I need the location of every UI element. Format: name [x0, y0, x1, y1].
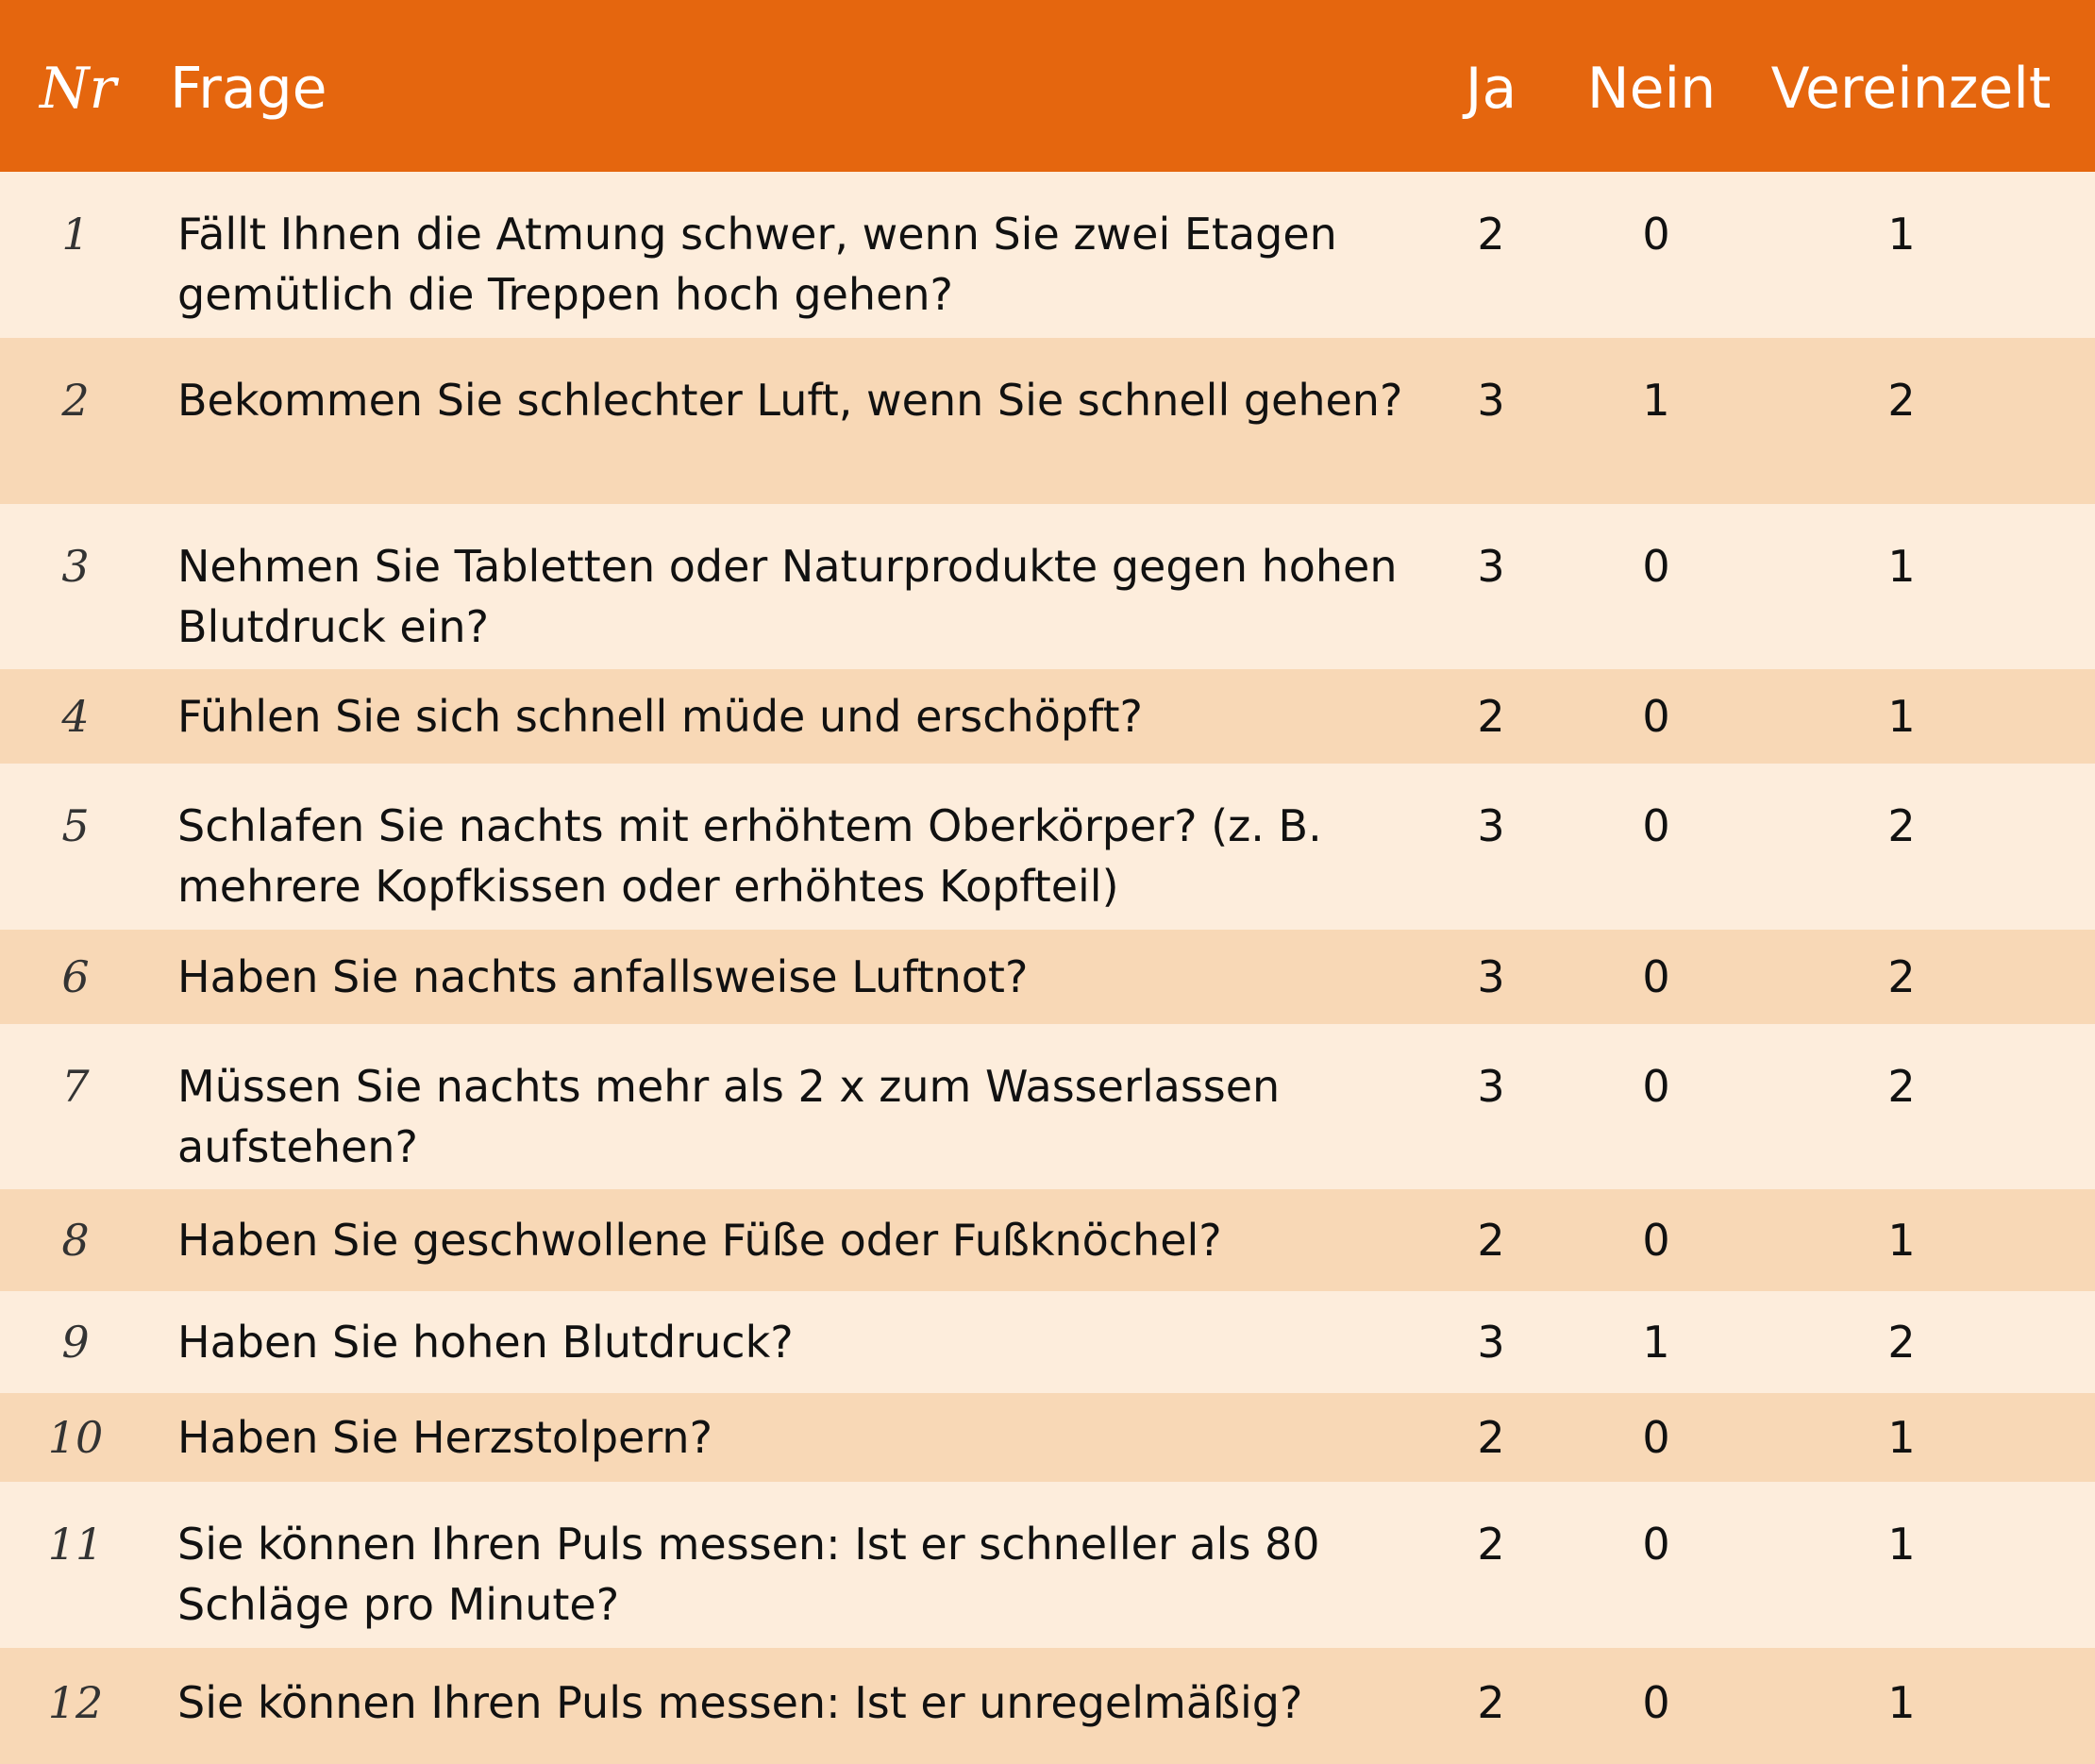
table-row: [0, 1291, 2095, 1393]
row-ja: 2: [1477, 1215, 1505, 1266]
row-frage: Haben Sie nachts anfallsweise Luftnot?: [177, 951, 1029, 1002]
row-vereinzelt: 1: [1887, 209, 1916, 260]
row-ja: 2: [1477, 1677, 1505, 1728]
row-nr: 6: [61, 951, 90, 1002]
header-vereinzelt: Vereinzelt: [1770, 56, 2052, 122]
row-ja: 3: [1477, 951, 1505, 1002]
row-nr: 8: [61, 1215, 90, 1266]
row-frage: Bekommen Sie schlechter Luft, wenn Sie schnell gehen?: [177, 375, 1403, 426]
row-ja: 3: [1477, 541, 1505, 592]
row-vereinzelt: 1: [1887, 1412, 1916, 1463]
row-vereinzelt: 2: [1887, 951, 1916, 1002]
row-nein: 0: [1642, 1677, 1670, 1728]
header-nein: Nein: [1586, 56, 1717, 122]
row-ja: 2: [1477, 1412, 1505, 1463]
row-ja: 2: [1477, 209, 1505, 260]
table-row: [0, 930, 2095, 1024]
row-frage: Nehmen Sie Tabletten oder Naturprodukte gegen hohen Blutdruck ein?: [177, 541, 1398, 652]
row-ja: 3: [1477, 800, 1505, 851]
row-ja: 2: [1477, 1519, 1505, 1570]
row-nein: 0: [1642, 1412, 1670, 1463]
row-nein: 0: [1642, 691, 1670, 742]
table-row: [0, 338, 2095, 504]
row-vereinzelt: 1: [1887, 541, 1916, 592]
row-nr: 9: [61, 1317, 90, 1368]
row-nein: 1: [1642, 1317, 1670, 1368]
row-nein: 0: [1642, 1215, 1670, 1266]
table-row: [0, 172, 2095, 338]
row-frage: Haben Sie Herzstolpern?: [177, 1412, 713, 1463]
row-frage: Haben Sie hohen Blutdruck?: [177, 1317, 794, 1368]
row-nr: 4: [61, 691, 90, 742]
row-vereinzelt: 2: [1887, 1317, 1916, 1368]
row-nein: 0: [1642, 951, 1670, 1002]
row-nein: 0: [1642, 1061, 1670, 1112]
row-ja: 3: [1477, 375, 1505, 426]
table-header: [0, 0, 2095, 172]
row-nr: 10: [47, 1412, 104, 1463]
row-vereinzelt: 2: [1887, 1061, 1916, 1112]
row-nr: 5: [61, 800, 90, 851]
row-nr: 7: [61, 1061, 90, 1112]
row-nein: 1: [1642, 375, 1670, 426]
row-nein: 0: [1642, 800, 1670, 851]
row-frage: Fühlen Sie sich schnell müde und erschöpft?: [177, 691, 1143, 742]
table-row: [0, 1189, 2095, 1291]
row-nr: 2: [61, 375, 90, 426]
row-vereinzelt: 2: [1887, 800, 1916, 851]
row-ja: 3: [1477, 1061, 1505, 1112]
table-row: [0, 764, 2095, 930]
row-nr: 11: [47, 1519, 104, 1570]
row-nein: 0: [1642, 209, 1670, 260]
table-row: [0, 1648, 2095, 1764]
row-frage: Fällt Ihnen die Atmung schwer, wenn Sie zwei Etagen gemütlich die Treppen hoch gehen?: [177, 209, 1337, 320]
row-nr: 12: [47, 1677, 104, 1728]
row-nein: 0: [1642, 541, 1670, 592]
row-nr: 3: [61, 541, 90, 592]
row-frage: Haben Sie geschwollene Füße oder Fußknöchel?: [177, 1215, 1222, 1266]
row-vereinzelt: 1: [1887, 691, 1916, 742]
table-row: [0, 1393, 2095, 1482]
table-row: [0, 669, 2095, 764]
header-frage: Frage: [170, 56, 327, 122]
row-nein: 0: [1642, 1519, 1670, 1570]
header-ja: Ja: [1465, 56, 1517, 122]
table-row: [0, 1024, 2095, 1189]
row-vereinzelt: 1: [1887, 1677, 1916, 1728]
row-frage: Schlafen Sie nachts mit erhöhtem Oberkörper? (z. B. mehrere Kopfkissen oder erhöhtes Kopfteil): [177, 800, 1322, 912]
row-ja: 3: [1477, 1317, 1505, 1368]
table-row: [0, 1482, 2095, 1648]
row-vereinzelt: 1: [1887, 1519, 1916, 1570]
table-row: [0, 504, 2095, 669]
row-vereinzelt: 1: [1887, 1215, 1916, 1266]
row-frage: Müssen Sie nachts mehr als 2 x zum Wasserlassen aufstehen?: [177, 1061, 1281, 1172]
row-nr: 1: [61, 209, 90, 260]
header-nr: Nr: [40, 56, 117, 122]
row-frage: Sie können Ihren Puls messen: Ist er schneller als 80 Schläge pro Minute?: [177, 1519, 1320, 1630]
row-frage: Sie können Ihren Puls messen: Ist er unregelmäßig?: [177, 1677, 1303, 1728]
row-vereinzelt: 2: [1887, 375, 1916, 426]
row-ja: 2: [1477, 691, 1505, 742]
